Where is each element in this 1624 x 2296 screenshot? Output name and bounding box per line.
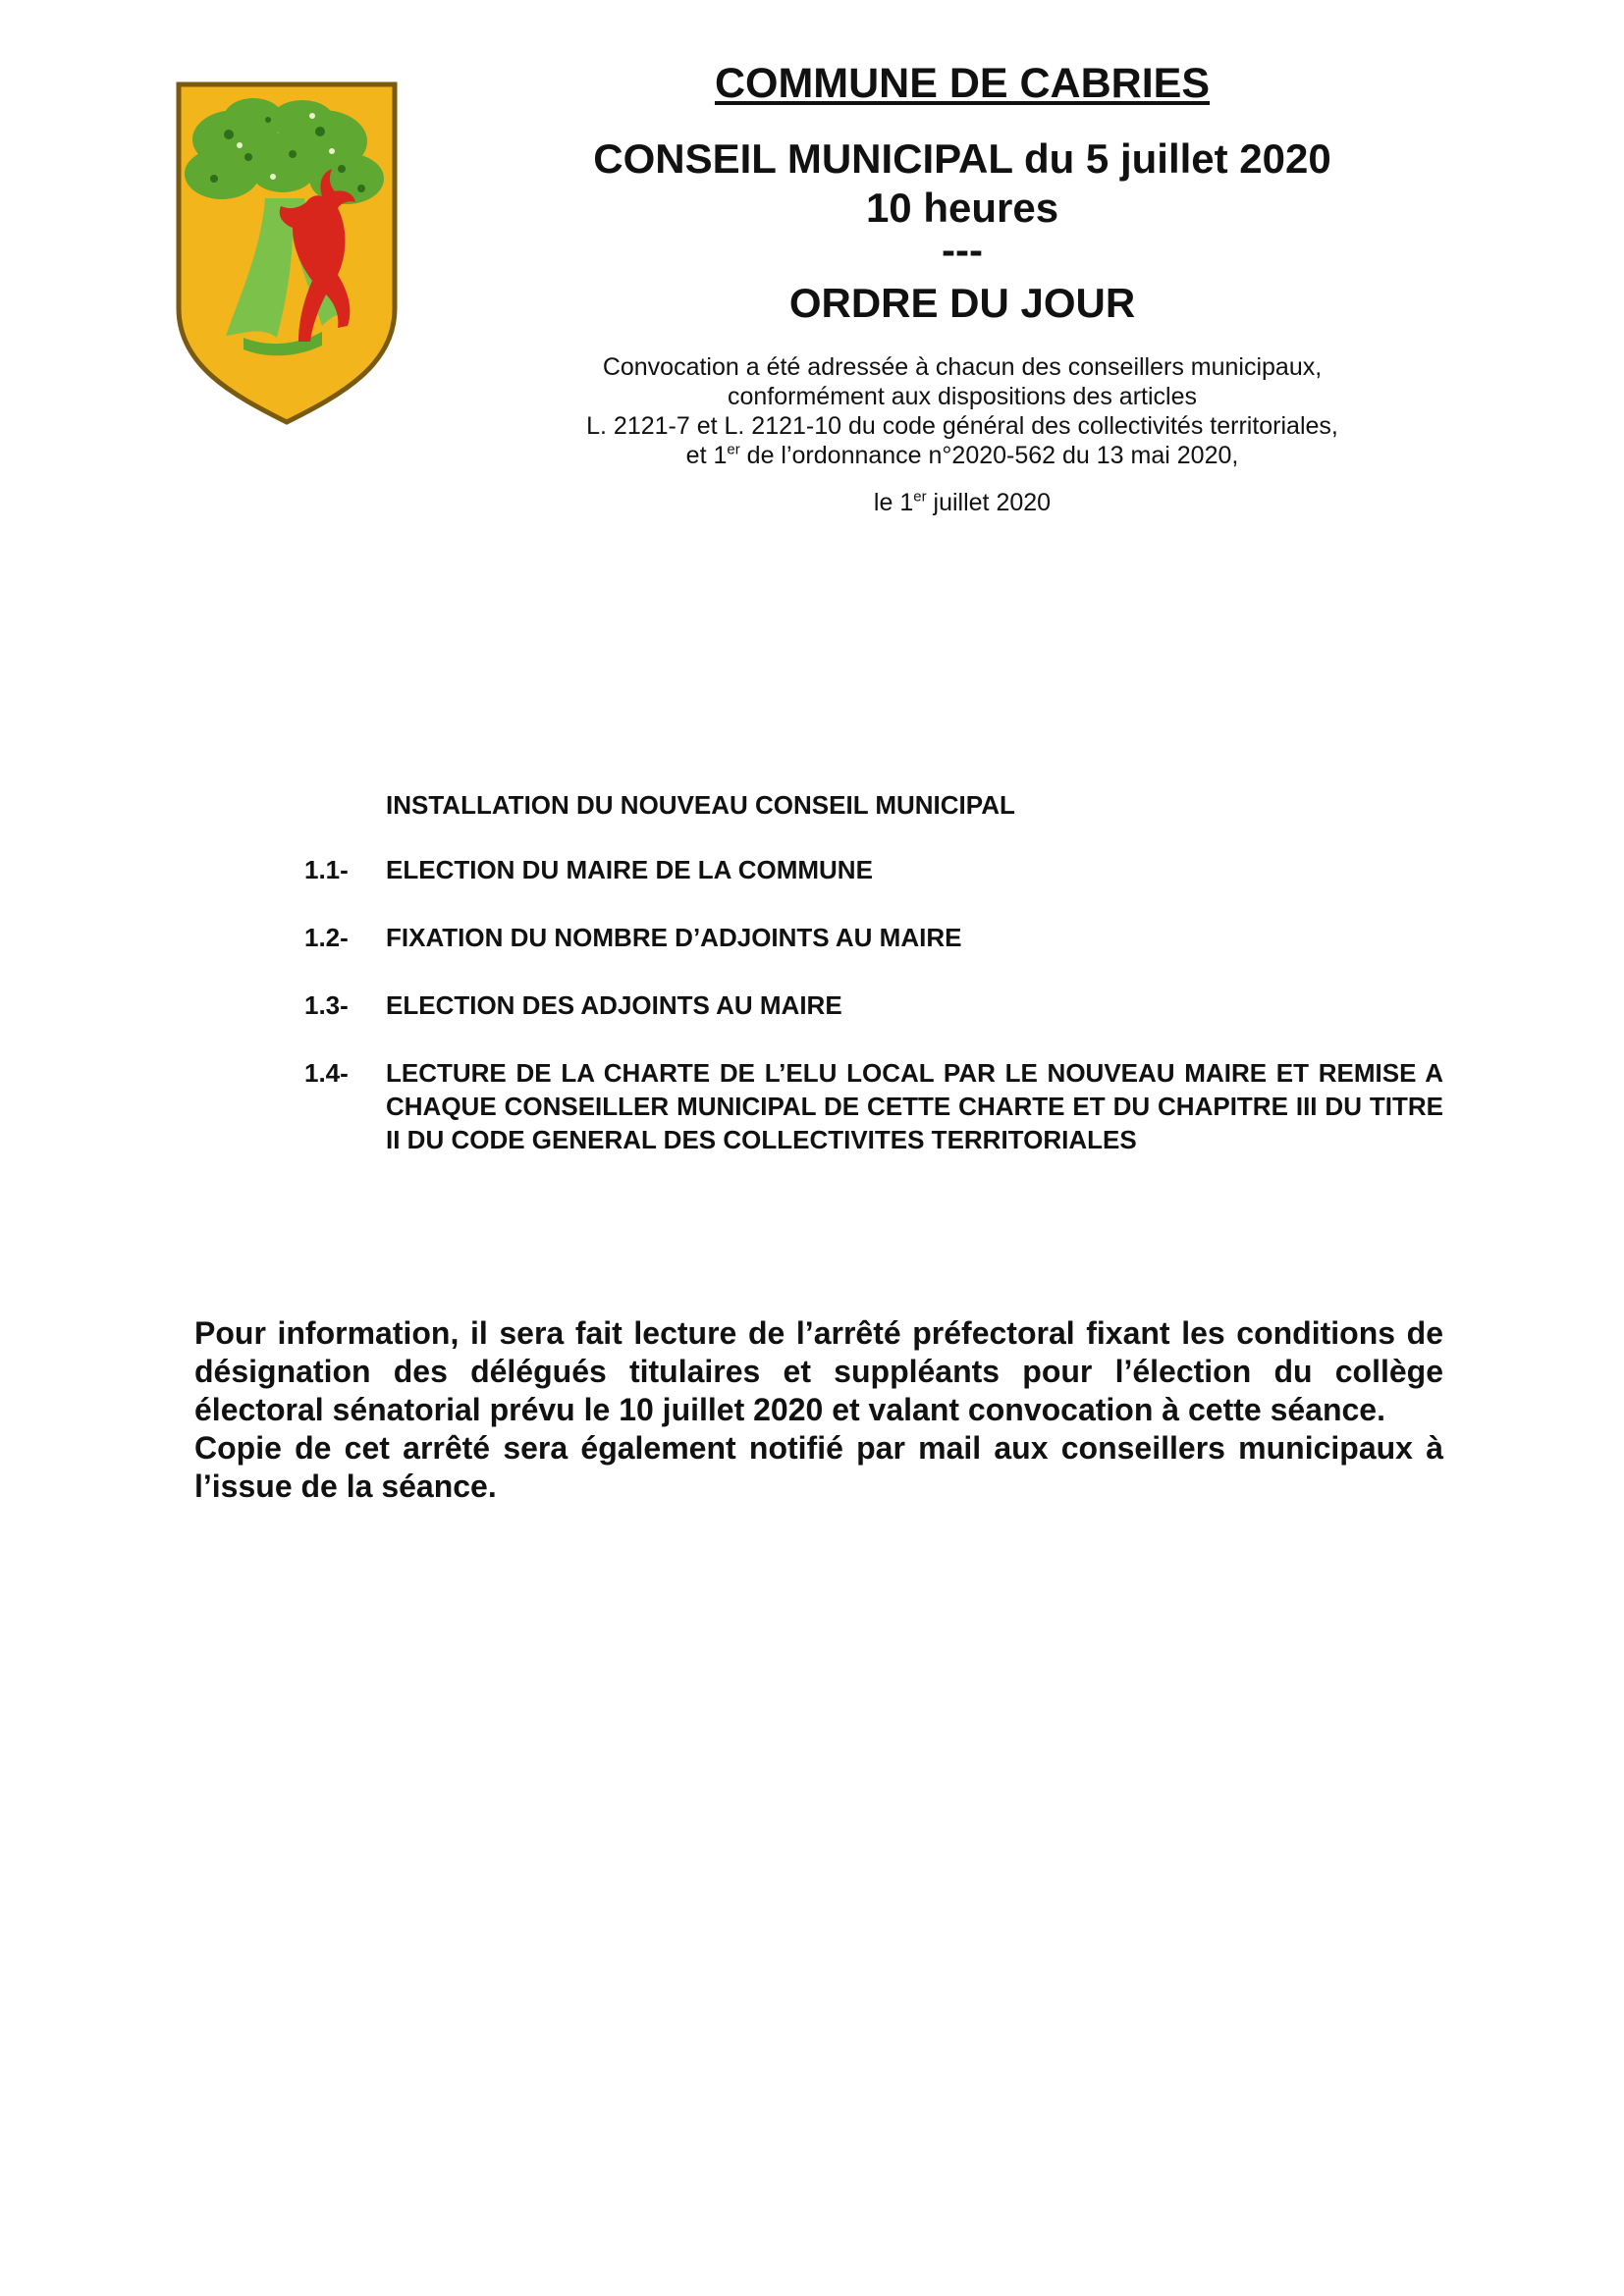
agenda-item-number: 1.3-	[304, 990, 349, 1020]
convocation-date-start: le 1	[873, 489, 914, 516]
title-separator: ---	[942, 227, 983, 273]
convocation-date-end: juillet 2020	[926, 489, 1052, 516]
agenda-title: ORDRE DU JOUR	[788, 280, 1136, 326]
agenda-item-number: 1.1-	[304, 855, 349, 884]
agenda-item-text: LECTURE DE LA CHARTE DE L’ELU LOCAL PAR LE NOUVEAU MAIRE ET REMISE A CHAQUE CONSEILLER MUNICIPAL DE CETTE CHARTE ET DU CHAPITRE III DU TITRE II DU CODE GENERAL DES COLLECTIVITES TERRITORIALES	[386, 1058, 1443, 1154]
information-note	[194, 1314, 1443, 1506]
convocation-line-1: Convocation a été adressée à chacun des conseillers municipaux,	[602, 353, 1323, 381]
convocation-date-superscript: er	[913, 488, 927, 506]
document-header	[511, 54, 1414, 517]
agenda-list	[304, 788, 1443, 1191]
agenda-item-text: ELECTION DU MAIRE DE LA COMMUNE	[386, 855, 873, 884]
commune-title: COMMUNE DE CABRIES	[714, 60, 1211, 107]
convocation-line-4-end: de l’ordonnance n°2020-562 du 13 mai 2020,	[739, 442, 1239, 469]
agenda-item-text: ELECTION DES ADJOINTS AU MAIRE	[386, 990, 842, 1020]
council-title: CONSEIL MUNICIPAL du 5 juillet 2020	[593, 135, 1331, 182]
agenda-heading: INSTALLATION DU NOUVEAU CONSEIL MUNICIPAL	[386, 790, 1015, 820]
convocation-notice	[511, 352, 1414, 470]
agenda-item	[304, 921, 1443, 954]
information-paragraph-1: Pour information, il sera fait lecture de l’arrêté préfectoral fixant les conditions de désignation des délégués titulaires et suppléants pour l’élection du collège électoral sénatorial prévu le 10 juillet 2020 et valant convocation à cette séance.	[194, 1315, 1443, 1427]
agenda-item-text: FIXATION DU NOMBRE D’ADJOINTS AU MAIRE	[386, 923, 962, 952]
convocation-line-4-superscript: er	[727, 441, 740, 458]
agenda-item-number: 1.4-	[304, 1058, 349, 1088]
information-paragraph-2: Copie de cet arrêté sera également notifié par mail aux conseillers municipaux à l’issue de la séance.	[194, 1430, 1443, 1504]
council-time: 10 heures	[865, 185, 1059, 231]
convocation-line-4-start: et 1	[685, 442, 728, 469]
convocation-date	[511, 488, 1414, 517]
coat-of-arms-icon	[175, 80, 399, 426]
convocation-line-4	[511, 441, 1414, 470]
convocation-line-2: conformément aux dispositions des articles	[727, 383, 1197, 410]
agenda-item	[304, 988, 1443, 1022]
convocation-line-3: L. 2121-7 et L. 2121-10 du code général des collectivités territoriales,	[586, 412, 1338, 440]
agenda-item	[304, 1056, 1443, 1156]
agenda-item-number: 1.2-	[304, 923, 349, 952]
agenda-item	[304, 853, 1443, 886]
